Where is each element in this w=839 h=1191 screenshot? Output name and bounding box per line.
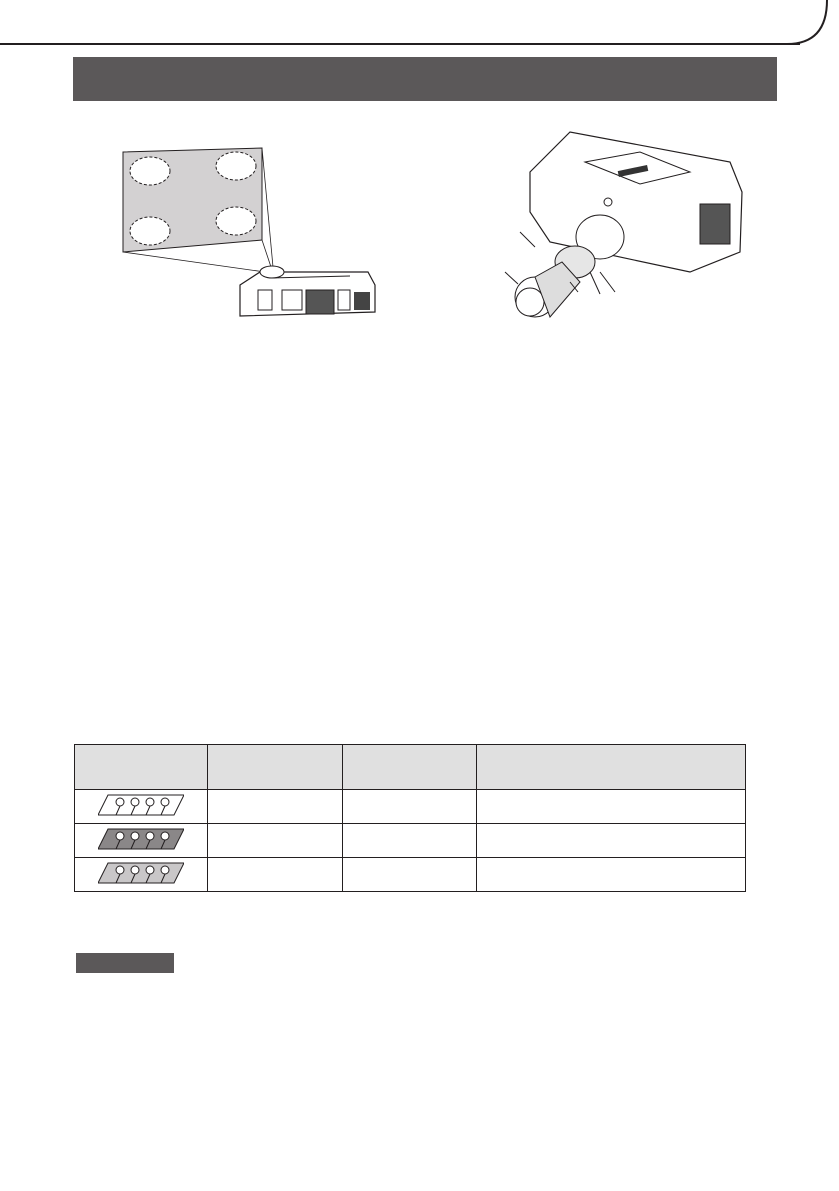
lens-swatch-cell: [75, 858, 208, 892]
table-cell: [477, 824, 746, 858]
lens-removal-illustration: [490, 122, 750, 342]
page-corner-rule: [0, 43, 800, 45]
section-title-bar: [73, 57, 777, 101]
table-cell: [208, 824, 343, 858]
lens-swatch-white-icon: [98, 794, 184, 816]
lens-swatch-cell: [75, 824, 208, 858]
table-header: [477, 745, 746, 790]
table-cell: [477, 858, 746, 892]
table-row: [75, 858, 746, 892]
note-label: [76, 953, 174, 973]
table-row: [75, 824, 746, 858]
table-header: [75, 745, 208, 790]
table-cell: [208, 858, 343, 892]
table-header: [343, 745, 477, 790]
table-header: [208, 745, 343, 790]
table-cell: [343, 824, 477, 858]
table-cell: [343, 858, 477, 892]
table-header-row: [75, 745, 746, 790]
lens-spec-table: [74, 744, 746, 892]
table-row: [75, 790, 746, 824]
focus-zones-illustration: [110, 140, 390, 330]
lens-swatch-cell: [75, 790, 208, 824]
table-cell: [477, 790, 746, 824]
page-corner-arc: [787, 0, 837, 45]
lens-swatch-dark-icon: [98, 828, 184, 850]
table-cell: [343, 790, 477, 824]
table-cell: [208, 790, 343, 824]
lens-swatch-medium-icon: [98, 862, 184, 884]
